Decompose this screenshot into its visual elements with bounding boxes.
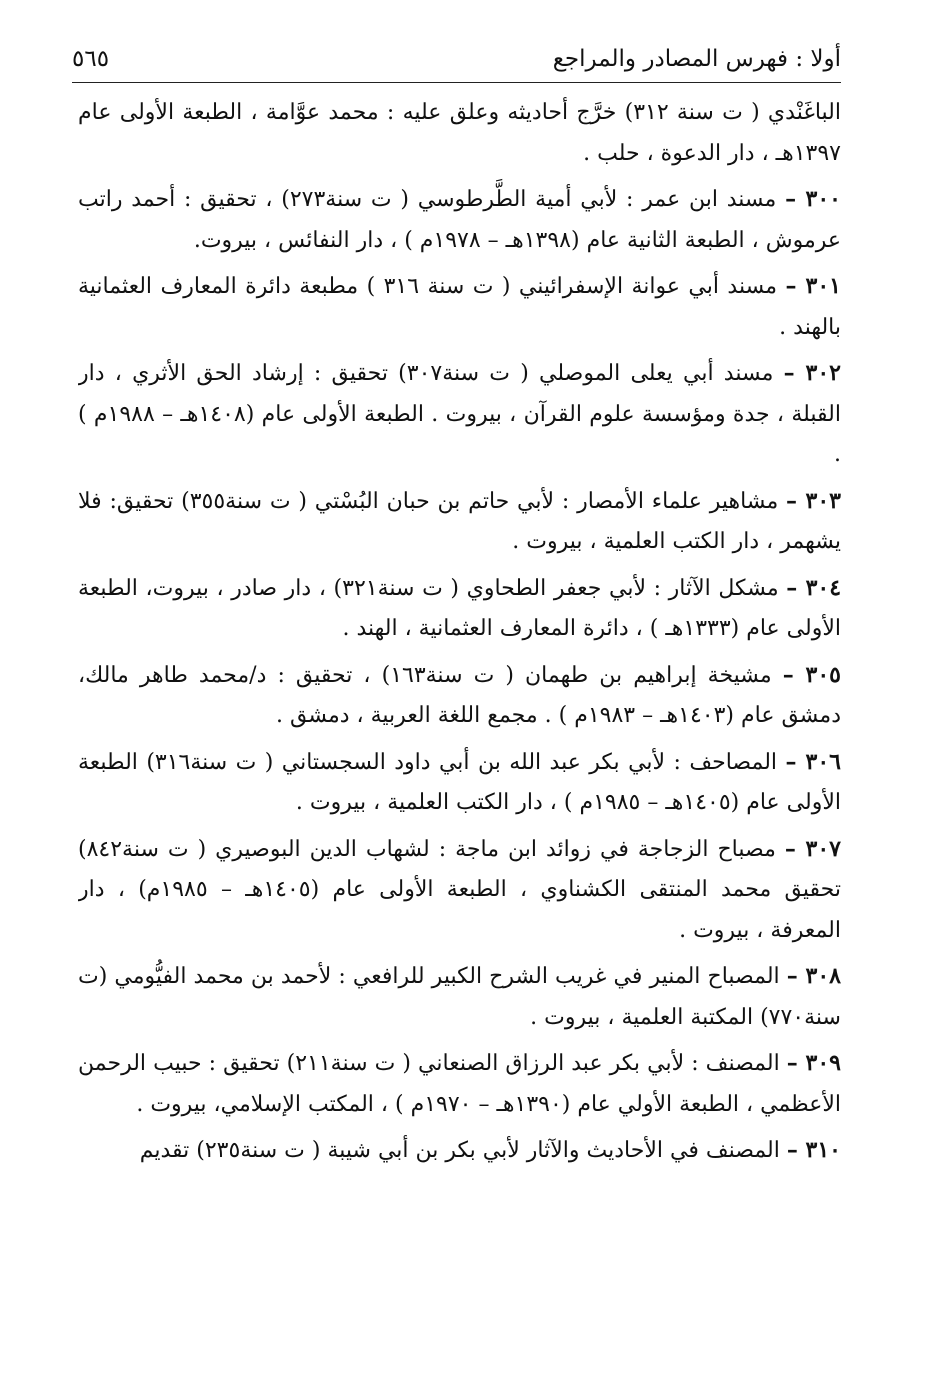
entry-text: مشكل الآثار : لأبي جعفر الطحاوي ( ت سنة٣٢١) ، دار صادر ، بيروت، الطبعة الأولى عام (١٣٣٣هـ ) ، دائرة المعارف العثمانية ، الهند . (78, 575, 841, 641)
entry-text: المصنف في الأحاديث والآثار لأبي بكر بن أبي شيبة ( ت سنة٢٣٥) تقديم (139, 1138, 780, 1163)
running-title: أولا : فهرس المصادر والمراجع (552, 46, 841, 72)
entry-text: المصاحف : لأبي بكر عبد الله بن أبي داود السجستاني ( ت سنة٣١٦) الطبعة الأولى عام (١٤٠٥هـ – ١٩٨٥م ) ، دار الكتب العلمية ، بيروت . (78, 749, 841, 815)
bibliography-entry (78, 568, 841, 650)
bibliography-entry (78, 481, 841, 563)
bibliography-entry (78, 92, 841, 174)
page-number: ٥٦٥ (72, 46, 110, 72)
bibliography-entry (78, 956, 841, 1038)
entry-text: مصباح الزجاجة في زوائد ابن ماجة : لشهاب الدين البوصيري ( ت سنة٨٤٢) تحقيق محمد المنتقى الكشناوي ، الطبعة الأولى عام (١٤٠٥هـ – ١٩٨٥م) ، دار المعرفة ، بيروت . (78, 836, 841, 943)
bibliography-entry (78, 742, 841, 824)
entry-text: مسند أبي عوانة الإسفرائيني ( ت سنة ٣١٦ ) مطبعة دائرة المعارف العثمانية بالهند . (78, 274, 841, 340)
entry-number: ٣١٠ – (786, 1137, 841, 1163)
entry-number: ٣٠١ – (785, 273, 841, 299)
bibliography-entry (78, 829, 841, 952)
bibliography-entry (78, 1043, 841, 1125)
bibliography-entry (78, 179, 841, 261)
entry-number: ٣٠٠ – (785, 186, 841, 212)
entry-text: مسند ابن عمر : لأبي أمية الطَّرطوسي ( ت سنة٢٧٣) ، تحقيق : أحمد راتب عرموش ، الطبعة الثانية عام (١٣٩٨هـ – ١٩٧٨م ) ، دار النفائس ، بيروت. (78, 187, 841, 253)
bibliography-list (78, 92, 841, 1261)
entry-number: ٣٠٥ – (782, 661, 841, 688)
bibliography-entry (78, 266, 841, 348)
entry-number: ٣٠٨ – (786, 963, 841, 989)
bibliography-entry (78, 655, 841, 737)
entry-text: المصباح المنير في غريب الشرح الكبير للرافعي : لأحمد بن محمد الفيُّومي (ت سنة٧٧٠) المكتبة العلمية ، بيروت . (78, 964, 841, 1030)
entry-text: مشيخة إبراهيم بن طهمان ( ت سنة١٦٣) ، تحقيق : د/محمد طاهر مالك، دمشق عام (١٤٠٣هـ – ١٩٨٣م ) . مجمع اللغة العربية ، دمشق . (78, 662, 841, 728)
entry-text: مشاهير علماء الأمصار : لأبي حاتم بن حبان البُسْتي ( ت سنة٣٥٥) تحقيق: فلا يشهمر ، دار الكتب العلمية ، بيروت . (78, 488, 841, 554)
entry-text: مسند أبي يعلى الموصلي ( ت سنة٣٠٧) تحقيق : إرشاد الحق الأثري ، دار القبلة ، جدة ومؤسسة علوم القرآن ، بيروت . الطبعة الأولى عام (١٤٠٨هـ – ١٩٨٨م ) . (78, 361, 841, 467)
entry-text: الباغَنْدي ( ت سنة ٣١٢) خرَّج أحاديثه وعلق عليه : محمد عوَّامة ، الطبعة الأولى عام ١٣٩٧هـ ، دار الدعوة ، حلب . (78, 100, 841, 166)
entry-number: ٣٠٢ – (783, 360, 841, 386)
entry-number: ٣٠٧ – (784, 835, 841, 862)
bibliography-entry (78, 1130, 841, 1172)
entry-number: ٣٠٣ – (786, 487, 841, 514)
running-header (72, 42, 841, 83)
bibliography-entry (78, 353, 841, 476)
entry-number: ٣٠٤ – (786, 574, 841, 601)
entry-text: المصنف : لأبي بكر عبد الرزاق الصنعاني ( ت سنة٢١١) تحقيق : حبيب الرحمن الأعظمي ، الطبعة الأولي عام (١٣٩٠هـ – ١٩٧٠م ) ، المكتب الإسلامي، بيروت . (78, 1051, 841, 1117)
entry-number: ٣٠٦ – (785, 748, 841, 775)
entry-number: ٣٠٩ – (786, 1050, 841, 1076)
